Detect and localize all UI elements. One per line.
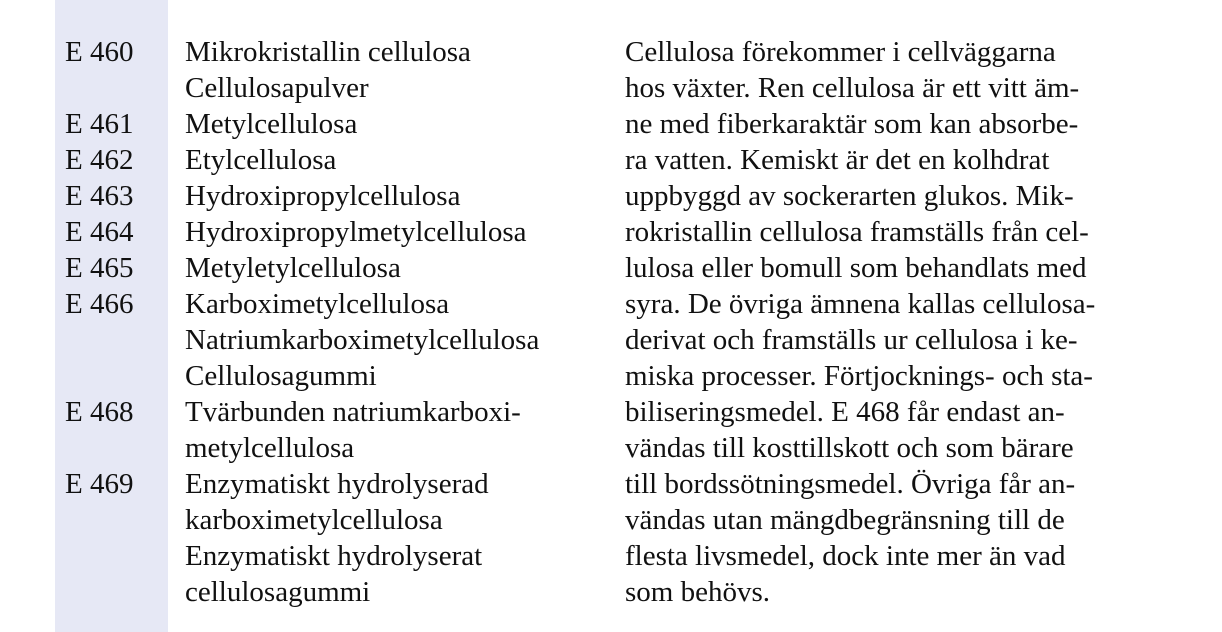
code-e461: E 461 (65, 108, 134, 140)
description-line: som behövs. (625, 576, 770, 608)
additive-name-line: Metyletylcellulosa (185, 252, 401, 284)
additive-name-line: karboximetylcellulosa (185, 504, 443, 536)
code-e460: E 460 (65, 36, 134, 68)
description-line: rokristallin cellulosa framställs från cel- (625, 216, 1089, 248)
description-line: hos växter. Ren cellulosa är ett vitt äm- (625, 72, 1080, 104)
additive-name-line: Hydroxipropylmetylcellulosa (185, 216, 527, 248)
additive-name-line: Cellulosapulver (185, 72, 369, 104)
description-line: vändas utan mängdbegränsning till de (625, 504, 1065, 536)
description-line: lulosa eller bomull som behandlats med (625, 252, 1087, 284)
additive-name-line: Enzymatiskt hydrolyserad (185, 468, 489, 500)
code-e463: E 463 (65, 180, 134, 212)
additive-name-line: Etylcellulosa (185, 144, 337, 176)
description-line: flesta livsmedel, dock inte mer än vad (625, 540, 1066, 572)
code-e465: E 465 (65, 252, 134, 284)
additive-name-line: Mikrokristallin cellulosa (185, 36, 471, 68)
code-e469: E 469 (65, 468, 134, 500)
description-line: ne med fiberkaraktär som kan absorbe- (625, 108, 1079, 140)
description-line: derivat och framställs ur cellulosa i ke- (625, 324, 1078, 356)
additive-name-line: Enzymatiskt hydrolyserat (185, 540, 483, 572)
description-line: biliseringsmedel. E 468 får endast an- (625, 396, 1065, 428)
description-line: ra vatten. Kemiskt är det en kolhdrat (625, 144, 1050, 176)
additive-name-line: Karboximetylcellulosa (185, 288, 450, 320)
additive-name-line: Natriumkarboximetylcellulosa (185, 324, 540, 356)
additive-name-line: Cellulosagummi (185, 360, 377, 392)
description-line: uppbyggd av sockerarten glukos. Mik- (625, 180, 1074, 212)
description-line: vändas till kosttillskott och som bärare (625, 432, 1074, 464)
additive-name-line: Metylcellulosa (185, 108, 358, 140)
code-e466: E 466 (65, 288, 134, 320)
code-e468: E 468 (65, 396, 134, 428)
additive-name-line: metylcellulosa (185, 432, 355, 464)
code-e462: E 462 (65, 144, 134, 176)
description-line: miska processer. Förtjocknings- och sta- (625, 360, 1093, 392)
description-line: Cellulosa förekommer i cellväggarna (625, 36, 1056, 68)
description-line: till bordssötningsmedel. Övriga får an- (625, 468, 1076, 500)
code-e464: E 464 (65, 216, 134, 248)
additive-name-line: cellulosagummi (185, 576, 371, 608)
additive-name-line: Hydroxipropylcellulosa (185, 180, 461, 212)
description-line: syra. De övriga ämnena kallas cellulosa- (625, 288, 1096, 320)
additive-name-line: Tvärbunden natriumkarboxi- (185, 396, 521, 428)
